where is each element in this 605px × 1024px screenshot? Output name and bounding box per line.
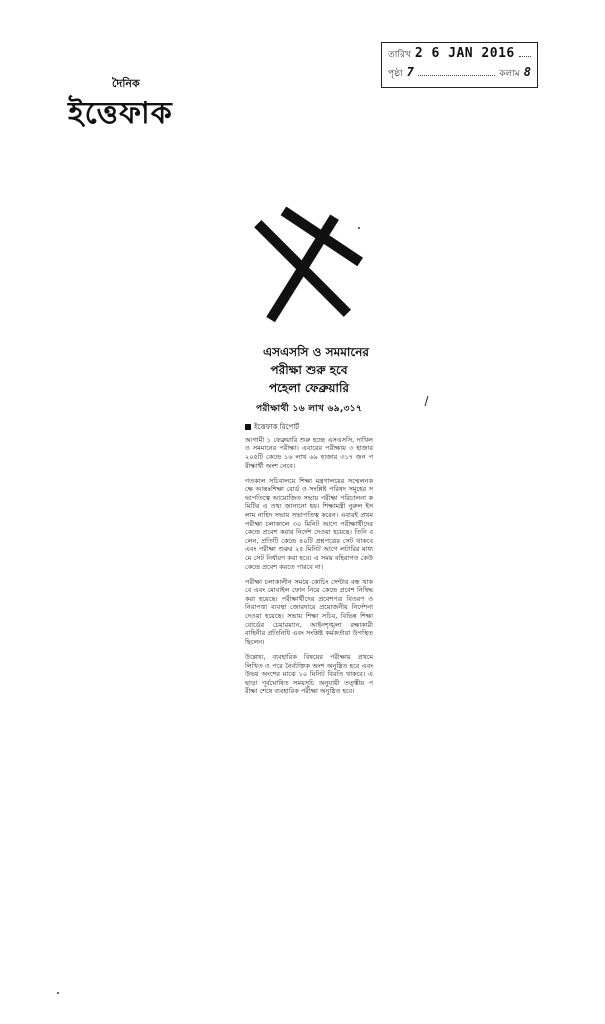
article-clipping [245,198,373,702]
masthead-top-mark: দৈনিক [112,77,140,90]
headline-line-1: এসএসসি ও সমমানের [263,344,369,359]
stamp-column-label: কলাম [499,69,520,79]
scan-speck-icon [55,990,61,996]
stamp-page-row [388,65,531,84]
article-subheading: পরীক্ষার্থী ১৬ লাখ ৬৯,৩১৭ [255,403,362,414]
newspaper-masthead [68,75,198,131]
article-paragraph: আগামী ১ ফেব্রুয়ারি শুরু হচ্ছে এসএসসি, দাখিল ও সমমানের পরীক্ষা। এবারের পরীক্ষায় ৩ হাজার ২০৫টি কেন্দ্রে ১৬ লাখ ৬৯ হাজার ৩১৭ জন পরীক্ষার্থী অংশ নেবে। [245,435,373,470]
stamp-date-label: তারিখ [388,50,411,60]
date-stamp [381,42,538,88]
article-body [245,436,373,696]
stamp-page-label: পৃষ্ঠা [388,69,403,79]
headline-line-2: পরীক্ষা শুরু হবে [270,362,348,377]
stamp-dotted-line [418,67,495,76]
stamp-date-value: 2 6 JAN 2016 [414,46,515,61]
handwritten-mark-icon [245,198,373,339]
bullet-square-icon [245,424,251,430]
stamp-column-value: 8 [523,65,531,79]
article-byline [245,421,373,433]
scan-speck-icon [356,225,362,231]
scan-speck-icon [423,395,431,407]
article-headline [245,343,373,397]
newspaper-name: ইত্তেফাক [68,96,173,131]
reporter-name: ইত্তেফাক রিপোর্ট [254,422,299,431]
stamp-dotted-line [519,48,531,57]
article-paragraph: গতকাল সচিবালয়ে শিক্ষা মন্ত্রণালয়ের সম্মেলনকক্ষে আন্তঃশিক্ষা বোর্ড ও সংশ্লিষ্ট পরিষদ সমূহের সভাপতিত্বে আয়োজিত সভায় পরীক্ষা পরিচালনা কমিটির এ তথ্য জানানো হয়। শিক্ষামন্ত্রী নুরুল ইসলাম নাহিদ সভায় সভাপতিত্ব করেন। এবারই প্রথম পরীক্ষা চলাকালে ৩০ মিনিট আগে পরীক্ষার্থীদের কেন্দ্রে প্রবেশ করার নির্দেশ দেওয়া হয়েছে। তিনি বলেন, প্রতিটি কেন্দ্রে ৪০টি প্রশ্নপত্রের সেট থাকবে এবং পরীক্ষা শুরুর ২৫ মিনিট আগে লটারির মাধ্যমে সেট নির্ধারণ করা হবে। এ সময় বহিরাগত কেউ কেন্দ্রে প্রবেশ করতে পারবে না। [245,476,373,571]
article-paragraph: পরীক্ষা চলাকালীন সময়ে কোচিং সেন্টার বন্ধ থাকবে এবং মোবাইল ফোন নিয়ে কেন্দ্রে প্রবেশ নিষিদ্ধ করা হয়েছে। পরীক্ষার্থীদের প্রবেশপত্র বিতরণ ও নিরাপত্তা ব্যবস্থা জোরদারে প্রয়োজনীয় নির্দেশনা দেওয়া হয়েছে। সভায় শিক্ষা সচিব, বিভিন্ন শিক্ষা বোর্ডের চেয়ারম্যান, আইনশৃঙ্খলা রক্ষাকারী বাহিনীর প্রতিনিধি এবং সংশ্লিষ্ট কর্মকর্তারা উপস্থিত ছিলেন। [245,577,373,646]
stamp-page-value: 7 [406,65,414,79]
stamp-date-row [388,46,531,65]
headline-line-3: পহেলা ফেব্রুয়ারি [268,380,350,395]
article-paragraph: উল্লেখ্য, ব্যবহারিক বিষয়ের পরীক্ষায় প্রথমে লিখিত ও পরে নৈর্ব্যক্তিক অংশ অনুষ্ঠিত হবে এবং উভয় অংশের মাঝে ১০ মিনিট বিরতি থাকবে। এছাড়া পূর্বঘোষিত সময়সূচি অনুযায়ী তত্ত্বীয় পরীক্ষা শেষে ব্যবহারিক পরীক্ষা অনুষ্ঠিত হবে। [245,652,373,696]
